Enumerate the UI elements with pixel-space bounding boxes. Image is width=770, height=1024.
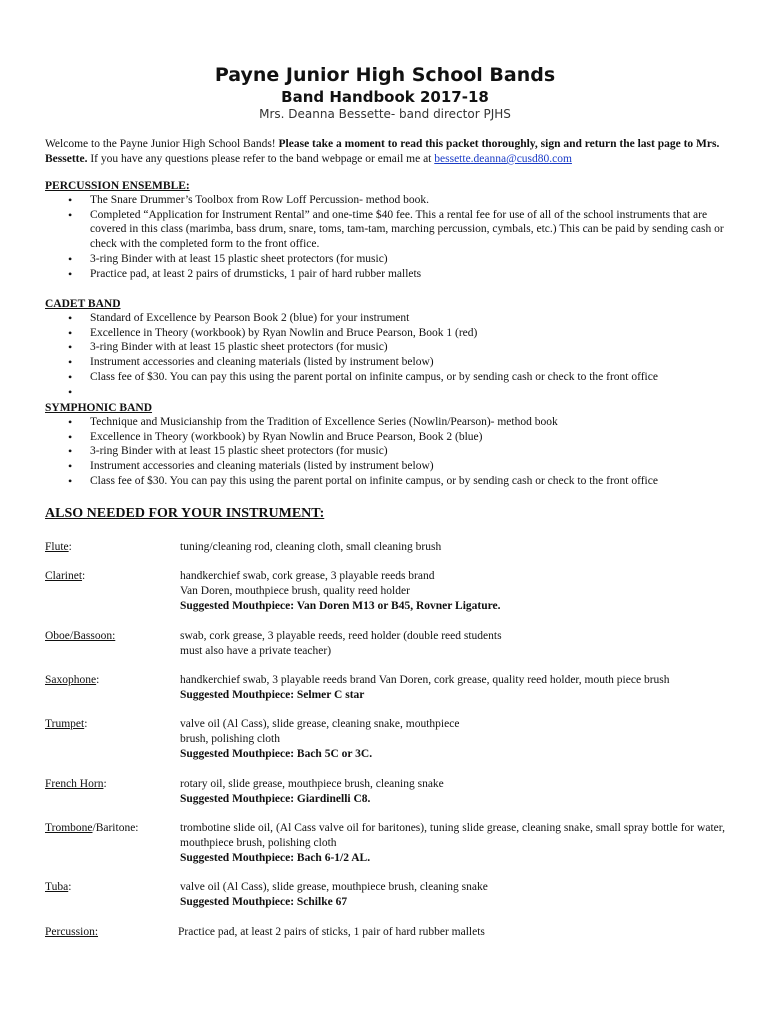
email-link[interactable]: bessette.deanna@cusd80.com [434, 153, 572, 165]
list-item: • Instrument accessories and cleaning materials (listed by instrument below) [45, 459, 730, 474]
percussion-heading: PERCUSSION ENSEMBLE: [45, 180, 190, 192]
handbook-subtitle: Band Handbook 2017-18 [281, 88, 489, 106]
instrument-supplies: swab, cork grease, 3 playable reeds, reed holder (double reed students [180, 630, 502, 642]
list-item: • Excellence in Theory (workbook) by Ryan Nowlin and Bruce Pearson, Book 1 (red) [45, 326, 730, 341]
instrument-supplies: brush, polishing cloth [180, 733, 280, 745]
cadet-list [45, 311, 730, 399]
list-item: • 3-ring Binder with at least 15 plastic sheet protectors (for music) [45, 252, 730, 267]
director-line: Mrs. Deanna Bessette- band director PJHS [259, 107, 511, 121]
list-item: • Class fee of $30. You can pay this using the parent portal on infinite campus, or by sending cash or check to the front office [45, 474, 730, 489]
list-item: • Class fee of $30. You can pay this using the parent portal on infinite campus, or by sending cash or check to the front office [45, 370, 730, 385]
cadet-section [45, 297, 730, 399]
instrument-name: Trumpet [45, 718, 85, 730]
instrument-name: Flute [45, 541, 69, 553]
instrument-name: Oboe/Bassoon: [45, 630, 116, 642]
list-item: • 3-ring Binder with at least 15 plastic sheet protectors (for music) [45, 444, 730, 459]
intro-paragraph [45, 137, 730, 167]
instrument-name-suffix: : [103, 778, 107, 790]
instrument-name: Clarinet [45, 570, 83, 582]
instrument-supplies: handkerchief swab, cork grease, 3 playable reeds brand [180, 570, 435, 582]
list-item [45, 385, 730, 400]
intro-instruction: Please take a moment to read this packet thoroughly, sign and return the last page to Mrs. Bessette. [45, 138, 720, 165]
list-item: • The Snare Drummer’s Toolbox from Row Loff Percussion- method book. [45, 193, 730, 208]
instrument-name: Trombone [45, 822, 93, 834]
symphonic-section [45, 401, 730, 489]
list-item: • Completed “Application for Instrument Rental” and one-time $40 fee. This a rental fee for use of all of the school instruments that are covered in this class (marimba, bass drum, snare, toms, tam-tam, marching percussion, cymbals, etc.) This can be paid by sending cash or check with the completed form to the front office. [45, 208, 730, 252]
intro-questions: If you have any questions please refer to the band webpage or email me at [87, 153, 435, 165]
instrument-name-suffix: : [82, 570, 86, 582]
percussion-list [45, 193, 730, 281]
instrument-supplies: valve oil (Al Cass), slide grease, mouthpiece brush, cleaning snake [180, 881, 488, 893]
list-item: • Standard of Excellence by Pearson Book 2 (blue) for your instrument [45, 311, 730, 326]
suggested-mouthpiece: Suggested Mouthpiece: Bach 5C or 3C. [180, 748, 373, 760]
instrument-supplies: trombotine slide oil, (Al Cass valve oil for baritones), tuning slide grease, cleaning snake, small spray bottle for water, mouthpiece brush, polishing cloth [180, 822, 725, 849]
suggested-mouthpiece: Suggested Mouthpiece: Van Doren M13 or B45, Rovner Ligature. [180, 600, 501, 612]
instrument-name: Percussion: [45, 926, 99, 938]
percussion-section [45, 179, 730, 281]
symphonic-heading: SYMPHONIC BAND [45, 402, 153, 414]
list-item: • Technique and Musicianship from the Tradition of Excellence Series (Nowlin/Pearson)- method book [45, 415, 730, 430]
list-item: • 3-ring Binder with at least 15 plastic sheet protectors (for music) [45, 340, 730, 355]
list-item: • Instrument accessories and cleaning materials (listed by instrument below) [45, 355, 730, 370]
list-item: • Practice pad, at least 2 pairs of drumsticks, 1 pair of hard rubber mallets [45, 267, 730, 282]
instrument-name-suffix: : [68, 881, 72, 893]
also-needed-heading: ALSO NEEDED FOR YOUR INSTRUMENT: [45, 506, 325, 521]
intro-welcome: Welcome to the Payne Junior High School Bands! [45, 138, 279, 150]
instrument-name: French Horn [45, 778, 104, 790]
suggested-mouthpiece: Suggested Mouthpiece: Selmer C star [180, 689, 365, 701]
instrument-supplies: Practice pad, at least 2 pairs of sticks, 1 pair of hard rubber mallets [178, 926, 485, 938]
instrument-name-suffix: : [84, 718, 88, 730]
instrument-supplies: tuning/cleaning rod, cleaning cloth, small cleaning brush [180, 541, 442, 553]
page-title: Payne Junior High School Bands [214, 64, 556, 86]
cadet-heading: CADET BAND [45, 298, 121, 310]
instrument-name-suffix: : [68, 541, 72, 553]
instrument-supplies: valve oil (Al Cass), slide grease, cleaning snake, mouthpiece [180, 718, 460, 730]
instrument-supplies: handkerchief swab, 3 playable reeds brand Van Doren, cork grease, quality reed holder, mouth piece brush [180, 674, 670, 686]
suggested-mouthpiece: Suggested Mouthpiece: Giardinelli C8. [180, 793, 371, 805]
instrument-name: Saxophone [45, 674, 97, 686]
instrument-name-suffix: /Baritone: [92, 822, 139, 834]
symphonic-list [45, 415, 730, 489]
suggested-mouthpiece: Suggested Mouthpiece: Bach 6-1/2 AL. [180, 852, 371, 864]
instrument-supplies: Van Doren, mouthpiece brush, quality reed holder [180, 585, 410, 597]
instrument-supplies: must also have a private teacher) [180, 645, 332, 657]
list-item: • Excellence in Theory (workbook) by Ryan Nowlin and Bruce Pearson, Book 2 (blue) [45, 430, 730, 445]
instrument-name-suffix: : [96, 674, 100, 686]
suggested-mouthpiece: Suggested Mouthpiece: Schilke 67 [180, 896, 348, 908]
instrument-name: Tuba [45, 881, 69, 893]
instrument-supplies: rotary oil, slide grease, mouthpiece brush, cleaning snake [180, 778, 444, 790]
